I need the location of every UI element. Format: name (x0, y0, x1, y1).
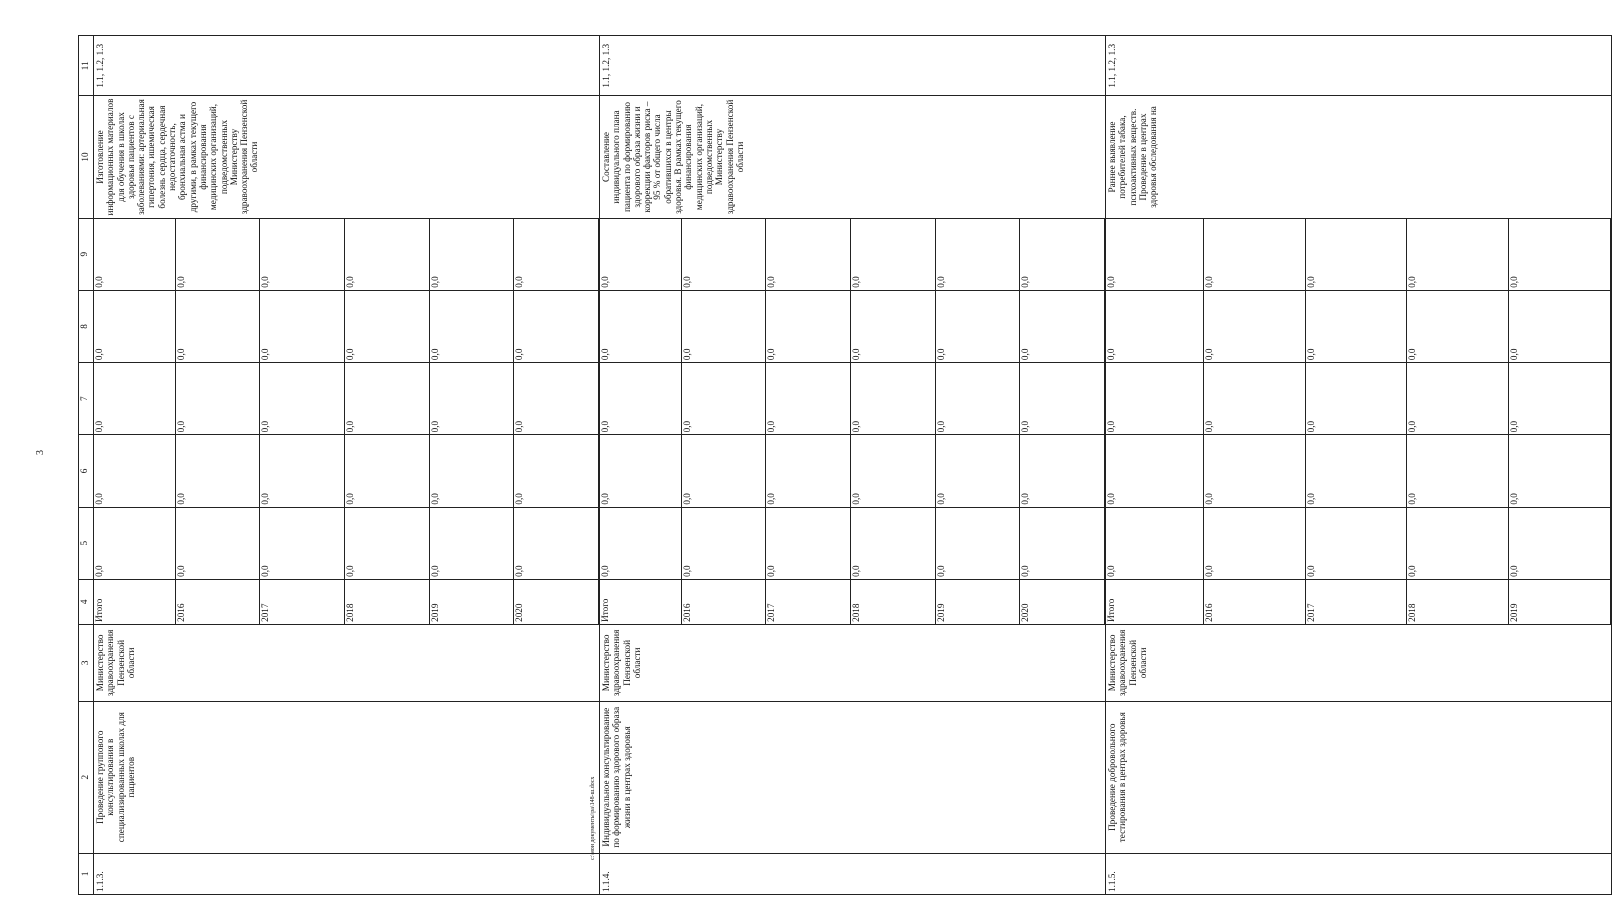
funding-col-8-value: 0,0 (850, 291, 935, 362)
funding-col-9-value: 0,0 (1020, 219, 1105, 290)
header-col-3: 3 (79, 624, 94, 701)
header-col-7: 7 (79, 363, 94, 435)
funding-col-6-value: 0,0 (1509, 435, 1611, 506)
funding-col-5-value: 0,0 (260, 508, 345, 579)
footer-file-path: c:\мои документы\ра\148-ш.docx (590, 776, 596, 860)
funding-col-9-value: 0,0 (1407, 219, 1509, 290)
funding-col-6-value: 0,0 (1204, 435, 1306, 506)
funding-col-8-value: 0,0 (681, 291, 766, 362)
funding-col-6-value: 0,0 (681, 435, 766, 506)
funding-col-8-value: 0,0 (429, 291, 514, 362)
header-col-6: 6 (79, 435, 94, 507)
table-row (1106, 36, 1612, 895)
funding-col-7-value: 0,0 (429, 363, 514, 434)
year-list-value: 2017 (766, 580, 851, 624)
funding-col-6 (94, 435, 600, 507)
measure-name: Индивидуальное консультирование по формированию здорового образа жизни в центрах здоровья (600, 701, 1106, 853)
header-col-1: 1 (79, 853, 94, 894)
funding-col-9 (1106, 218, 1612, 290)
header-col-11: 11 (79, 36, 94, 97)
measure-name: Проведение добровольного тестирования в центрах здоровья (1106, 701, 1612, 853)
funding-col-6-value: 0,0 (1106, 435, 1204, 506)
funding-col-7-value: 0,0 (1509, 363, 1611, 434)
funding-col-9-value: 0,0 (766, 219, 851, 290)
year-list-value: 2019 (1509, 580, 1611, 624)
table-row (94, 36, 600, 895)
funding-col-8-value: 0,0 (94, 291, 175, 362)
funding-col-7-value: 0,0 (260, 363, 345, 434)
year-list (600, 579, 1106, 624)
funding-col-5-value: 0,0 (935, 508, 1020, 579)
row-number: 1.1.5. (1106, 853, 1612, 894)
funding-col-8-value: 0,0 (1106, 291, 1204, 362)
funding-col-7-value: 0,0 (600, 363, 681, 434)
indicator-refs: 1.1, 1.2, 1.3 (94, 36, 600, 97)
funding-col-8 (94, 290, 600, 362)
funding-col-8-value: 0,0 (600, 291, 681, 362)
funding-col-8-value: 0,0 (1407, 291, 1509, 362)
year-list-value: 2019 (935, 580, 1020, 624)
funding-col-5-value: 0,0 (1020, 508, 1105, 579)
year-list-value: Итого (94, 580, 175, 624)
row-number: 1.1.4. (600, 853, 1106, 894)
funding-col-8-value: 0,0 (1204, 291, 1306, 362)
funding-col-7-value: 0,0 (1106, 363, 1204, 434)
funding-col-6-value: 0,0 (1407, 435, 1509, 506)
funding-col-8-value: 0,0 (1305, 291, 1407, 362)
funding-col-9-value: 0,0 (260, 219, 345, 290)
funding-col-8-value: 0,0 (1020, 291, 1105, 362)
funding-col-5-value: 0,0 (344, 508, 429, 579)
funding-col-6-value: 0,0 (850, 435, 935, 506)
funding-col-7-value: 0,0 (935, 363, 1020, 434)
funding-col-9 (600, 218, 1106, 290)
funding-col-5-value: 0,0 (1204, 508, 1306, 579)
funding-col-7-value: 0,0 (514, 363, 599, 434)
year-list-value: 2016 (1204, 580, 1306, 624)
funding-col-8-value: 0,0 (344, 291, 429, 362)
funding-col-9-value: 0,0 (1305, 219, 1407, 290)
funding-col-5-value: 0,0 (1509, 508, 1611, 579)
header-col-8: 8 (79, 290, 94, 362)
year-list-value: 2018 (850, 580, 935, 624)
funding-col-9-value: 0,0 (850, 219, 935, 290)
funding-col-9-value: 0,0 (600, 219, 681, 290)
funding-col-7-value: 0,0 (1204, 363, 1306, 434)
funding-col-9-value: 0,0 (94, 219, 175, 290)
program-table (78, 35, 1612, 895)
funding-col-5 (1106, 507, 1612, 579)
funding-col-9-value: 0,0 (514, 219, 599, 290)
funding-col-5-value: 0,0 (94, 508, 175, 579)
funding-col-7-value: 0,0 (94, 363, 175, 434)
header-col-5: 5 (79, 507, 94, 579)
funding-col-5-value: 0,0 (514, 508, 599, 579)
funding-col-9-value: 0,0 (344, 219, 429, 290)
funding-col-6-value: 0,0 (344, 435, 429, 506)
page-number: 3 (35, 450, 46, 455)
funding-col-5-value: 0,0 (175, 508, 260, 579)
funding-col-5-value: 0,0 (850, 508, 935, 579)
funding-col-6-value: 0,0 (260, 435, 345, 506)
funding-col-6 (1106, 435, 1612, 507)
funding-col-7-value: 0,0 (681, 363, 766, 434)
funding-col-7 (94, 363, 600, 435)
funding-col-7 (1106, 363, 1612, 435)
funding-col-8-value: 0,0 (260, 291, 345, 362)
funding-col-6-value: 0,0 (600, 435, 681, 506)
funding-col-8-value: 0,0 (514, 291, 599, 362)
header-col-9: 9 (79, 218, 94, 290)
funding-col-5-value: 0,0 (1106, 508, 1204, 579)
year-list-value: Итого (600, 580, 681, 624)
funding-col-9-value: 0,0 (1106, 219, 1204, 290)
year-list-value: 2016 (175, 580, 260, 624)
year-list-value: 2020 (514, 580, 599, 624)
funding-col-5-value: 0,0 (681, 508, 766, 579)
funding-col-8-value: 0,0 (175, 291, 260, 362)
funding-col-6-value: 0,0 (429, 435, 514, 506)
funding-col-9-value: 0,0 (935, 219, 1020, 290)
funding-col-9-value: 0,0 (681, 219, 766, 290)
year-list-value: 2017 (260, 580, 345, 624)
funding-col-7-value: 0,0 (1407, 363, 1509, 434)
header-col-2: 2 (79, 701, 94, 853)
funding-col-7-value: 0,0 (766, 363, 851, 434)
funding-col-7-value: 0,0 (344, 363, 429, 434)
funding-col-6-value: 0,0 (175, 435, 260, 506)
year-list-value: 2018 (1407, 580, 1509, 624)
header-col-4: 4 (79, 579, 94, 624)
funding-col-5 (94, 507, 600, 579)
funding-col-6-value: 0,0 (1305, 435, 1407, 506)
expected-result: Изготовление информационных материалов для обучения в школах здоровья пациентов с заболеваниями: артериальная гипертония, ишемическая болезнь сердца, сердечная недостаточность, бронхиальная астма и другими, в рамках текущего финансирования медицинских организаций, подведомственных Министерству здравоохранения Пензенской области (94, 96, 600, 218)
funding-col-6-value: 0,0 (1020, 435, 1105, 506)
funding-col-6-value: 0,0 (935, 435, 1020, 506)
table-row (600, 36, 1106, 895)
funding-col-9 (94, 218, 600, 290)
funding-col-5-value: 0,0 (1407, 508, 1509, 579)
header-row (79, 36, 94, 895)
header-col-10: 10 (79, 96, 94, 218)
funding-col-5-value: 0,0 (600, 508, 681, 579)
funding-col-8 (600, 290, 1106, 362)
funding-col-7 (600, 363, 1106, 435)
executor: Министерство здравоохранения Пензенской области (600, 624, 1106, 701)
expected-result: Составление индивидуального плана пациента по формированию здорового образа жизни и коррекции факторов риска – 95 % от общего числа обратившихся в центры здоровья. В рамках текущего финансирования медицинских организаций, подведомственных Министерству здравоохранения Пензенской области (600, 96, 1106, 218)
funding-col-8-value: 0,0 (1509, 291, 1611, 362)
funding-col-9-value: 0,0 (175, 219, 260, 290)
year-list (1106, 579, 1612, 624)
year-list (94, 579, 600, 624)
measure-name: Проведение группового консультирования в специализированных школах для пациентов (94, 701, 600, 853)
funding-col-8-value: 0,0 (766, 291, 851, 362)
funding-col-8 (1106, 290, 1612, 362)
funding-col-5-value: 0,0 (429, 508, 514, 579)
funding-col-5-value: 0,0 (766, 508, 851, 579)
funding-col-9-value: 0,0 (1204, 219, 1306, 290)
year-list-value: 2019 (429, 580, 514, 624)
executor: Министерство здравоохранения Пензенской области (1106, 624, 1612, 701)
funding-col-6-value: 0,0 (94, 435, 175, 506)
funding-col-5-value: 0,0 (1305, 508, 1407, 579)
funding-col-6 (600, 435, 1106, 507)
funding-col-9-value: 0,0 (1509, 219, 1611, 290)
funding-col-8-value: 0,0 (935, 291, 1020, 362)
year-list-value: 2018 (344, 580, 429, 624)
funding-col-6-value: 0,0 (766, 435, 851, 506)
row-number: 1.1.3. (94, 853, 600, 894)
expected-result: Раннее выявление потребителей табака, психоактивных веществ. Проведение в центрах здоровья обследования на (1106, 96, 1612, 218)
year-list-value: 2020 (1020, 580, 1105, 624)
funding-col-7-value: 0,0 (850, 363, 935, 434)
funding-col-7-value: 0,0 (1305, 363, 1407, 434)
executor: Министерство здравоохранения Пензенской области (94, 624, 600, 701)
funding-col-7-value: 0,0 (1020, 363, 1105, 434)
year-list-value: 2017 (1305, 580, 1407, 624)
funding-col-5 (600, 507, 1106, 579)
indicator-refs: 1.1, 1.2, 1.3 (1106, 36, 1612, 97)
year-list-value: Итого (1106, 580, 1204, 624)
year-list-value: 2016 (681, 580, 766, 624)
funding-col-6-value: 0,0 (514, 435, 599, 506)
indicator-refs: 1.1, 1.2, 1.3 (600, 36, 1106, 97)
funding-col-7-value: 0,0 (175, 363, 260, 434)
funding-col-9-value: 0,0 (429, 219, 514, 290)
